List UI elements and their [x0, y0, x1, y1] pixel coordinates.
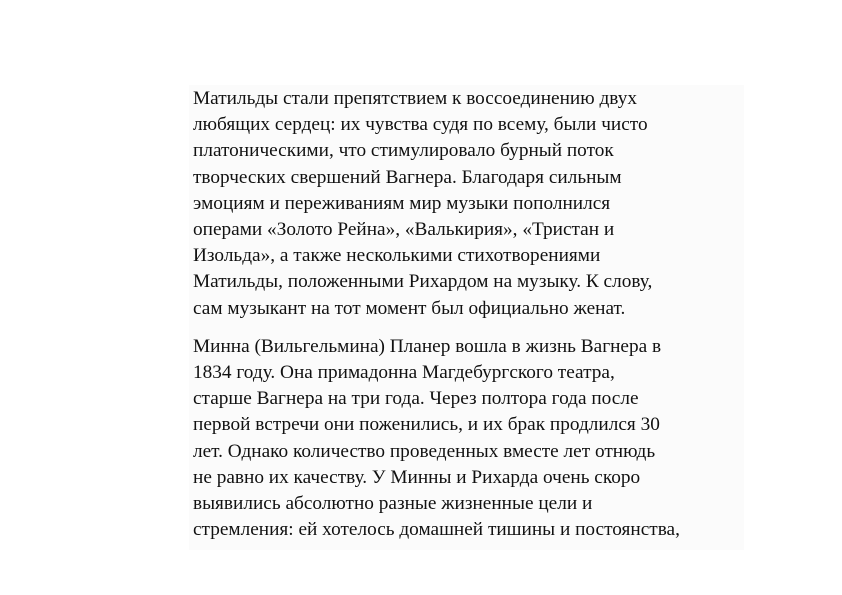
text-line: не равно их качеству. У Минны и Рихарда очень скоро [193, 466, 641, 488]
text-line: операми «Золото Рейна», «Валькирия», «Тристан и [193, 219, 615, 241]
document-text-block [189, 85, 744, 550]
text-line: Минна (Вильгельмина) Планер вошла в жизнь Вагнера в [193, 335, 662, 357]
text-line: выявились абсолютно разные жизненные цели и [193, 493, 593, 515]
text-line: творческих свершений Вагнера. Благодаря сильным [193, 166, 622, 188]
text-line: лет. Однако количество проведенных вместе лет отнюдь [193, 440, 656, 462]
text-line: Матильды, положенными Рихардом на музыку. К слову, [193, 271, 653, 293]
paragraph-1 [193, 86, 744, 322]
text-line: платоническими, что стимулировало бурный поток [193, 140, 614, 162]
text-line: 1834 году. Она примадонна Магдебургского театра, [193, 362, 615, 384]
text-line: старше Вагнера на три года. Через полтора года после [193, 388, 639, 410]
text-line: стремления: ей хотелось домашней тишины и постоянства, [193, 519, 680, 541]
text-line: первой встречи они поженились, и их брак продлился 30 [193, 414, 660, 436]
text-line: эмоциям и переживаниям мир музыки пополнился [193, 192, 611, 214]
text-line: сам музыкант на тот момент был официально женат. [193, 297, 626, 319]
text-line: любящих сердец: их чувства судя по всему, были чисто [193, 114, 648, 136]
text-line: Матильды стали препятствием к воссоединению двух [193, 88, 637, 109]
text-line: Изольда», а также несколькими стихотворениями [193, 245, 601, 267]
paragraph-2 [193, 334, 744, 544]
